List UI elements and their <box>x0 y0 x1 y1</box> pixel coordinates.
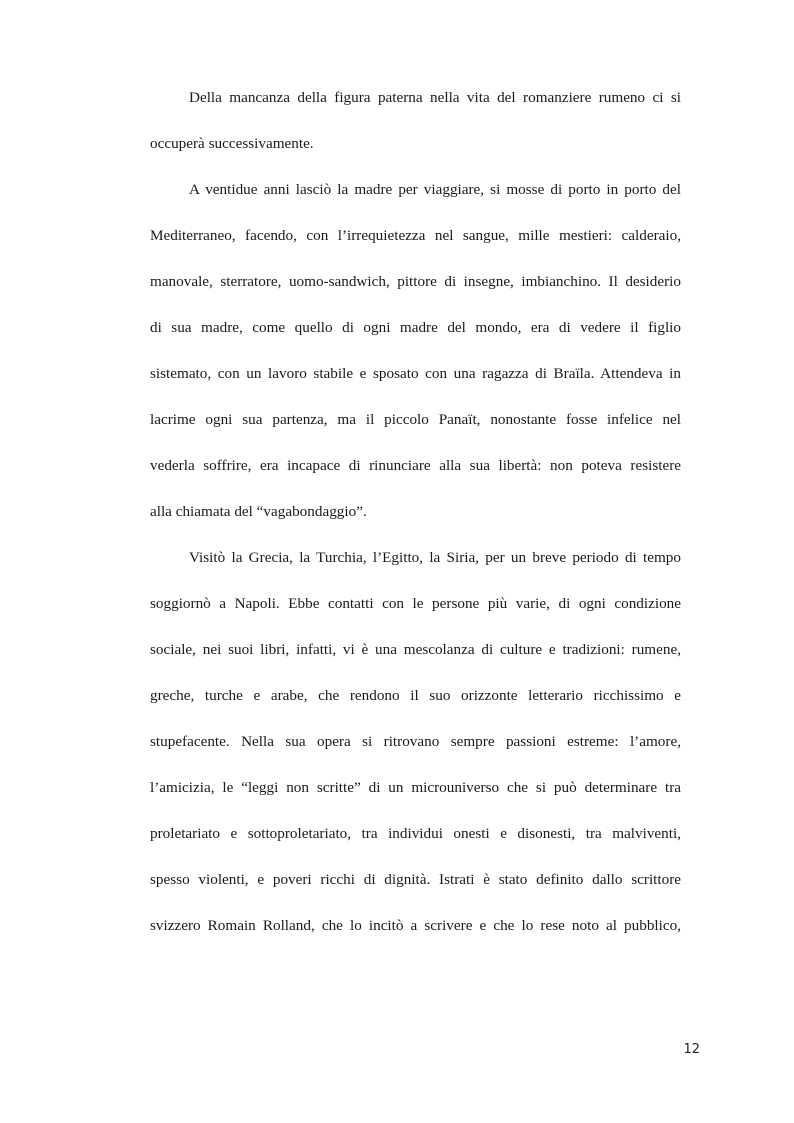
text-line: l’amicizia, le “leggi non scritte” di un microuniverso che si può determinare tra <box>150 779 681 796</box>
text-line: soggiornò a Napoli. Ebbe contatti con le persone più varie, di ogni condizione <box>150 595 681 612</box>
page-body-text <box>150 89 681 963</box>
page-number: 12 <box>683 1042 700 1057</box>
text-line: manovale, sterratore, uomo-sandwich, pittore di insegne, imbianchino. Il desiderio <box>150 273 681 290</box>
text-line: stupefacente. Nella sua opera si ritrovano sempre passioni estreme: l’amore, <box>150 733 681 750</box>
text-line: spesso violenti, e poveri ricchi di dignità. Istrati è stato definito dallo scrittore <box>150 871 681 888</box>
text-line: svizzero Romain Rolland, che lo incitò a scrivere e che lo rese noto al pubblico, <box>150 917 681 934</box>
text-line: occuperà successivamente. <box>150 135 314 152</box>
text-line: lacrime ogni sua partenza, ma il piccolo Panaït, nonostante fosse infelice nel <box>150 411 681 428</box>
text-line: A ventidue anni lasciò la madre per viaggiare, si mosse di porto in porto del <box>189 181 681 198</box>
text-line: Della mancanza della figura paterna nella vita del romanziere rumeno ci si <box>189 89 681 106</box>
text-line: proletariato e sottoproletariato, tra individui onesti e disonesti, tra malviventi, <box>150 825 681 842</box>
text-line: Visitò la Grecia, la Turchia, l’Egitto, la Siria, per un breve periodo di tempo <box>189 549 681 566</box>
text-line: greche, turche e arabe, che rendono il suo orizzonte letterario ricchissimo e <box>150 687 681 704</box>
text-line: sociale, nei suoi libri, infatti, vi è una mescolanza di culture e tradizioni: rumene, <box>150 641 681 658</box>
text-line: vederla soffrire, era incapace di rinunciare alla sua libertà: non poteva resistere <box>150 457 681 474</box>
text-line: alla chiamata del “vagabondaggio”. <box>150 503 367 520</box>
text-line: Mediterraneo, facendo, con l’irrequietezza nel sangue, mille mestieri: calderaio, <box>150 227 681 244</box>
text-line: di sua madre, come quello di ogni madre del mondo, era di vedere il figlio <box>150 319 681 336</box>
text-line: sistemato, con un lavoro stabile e sposato con una ragazza di Braïla. Attendeva in <box>150 365 681 382</box>
